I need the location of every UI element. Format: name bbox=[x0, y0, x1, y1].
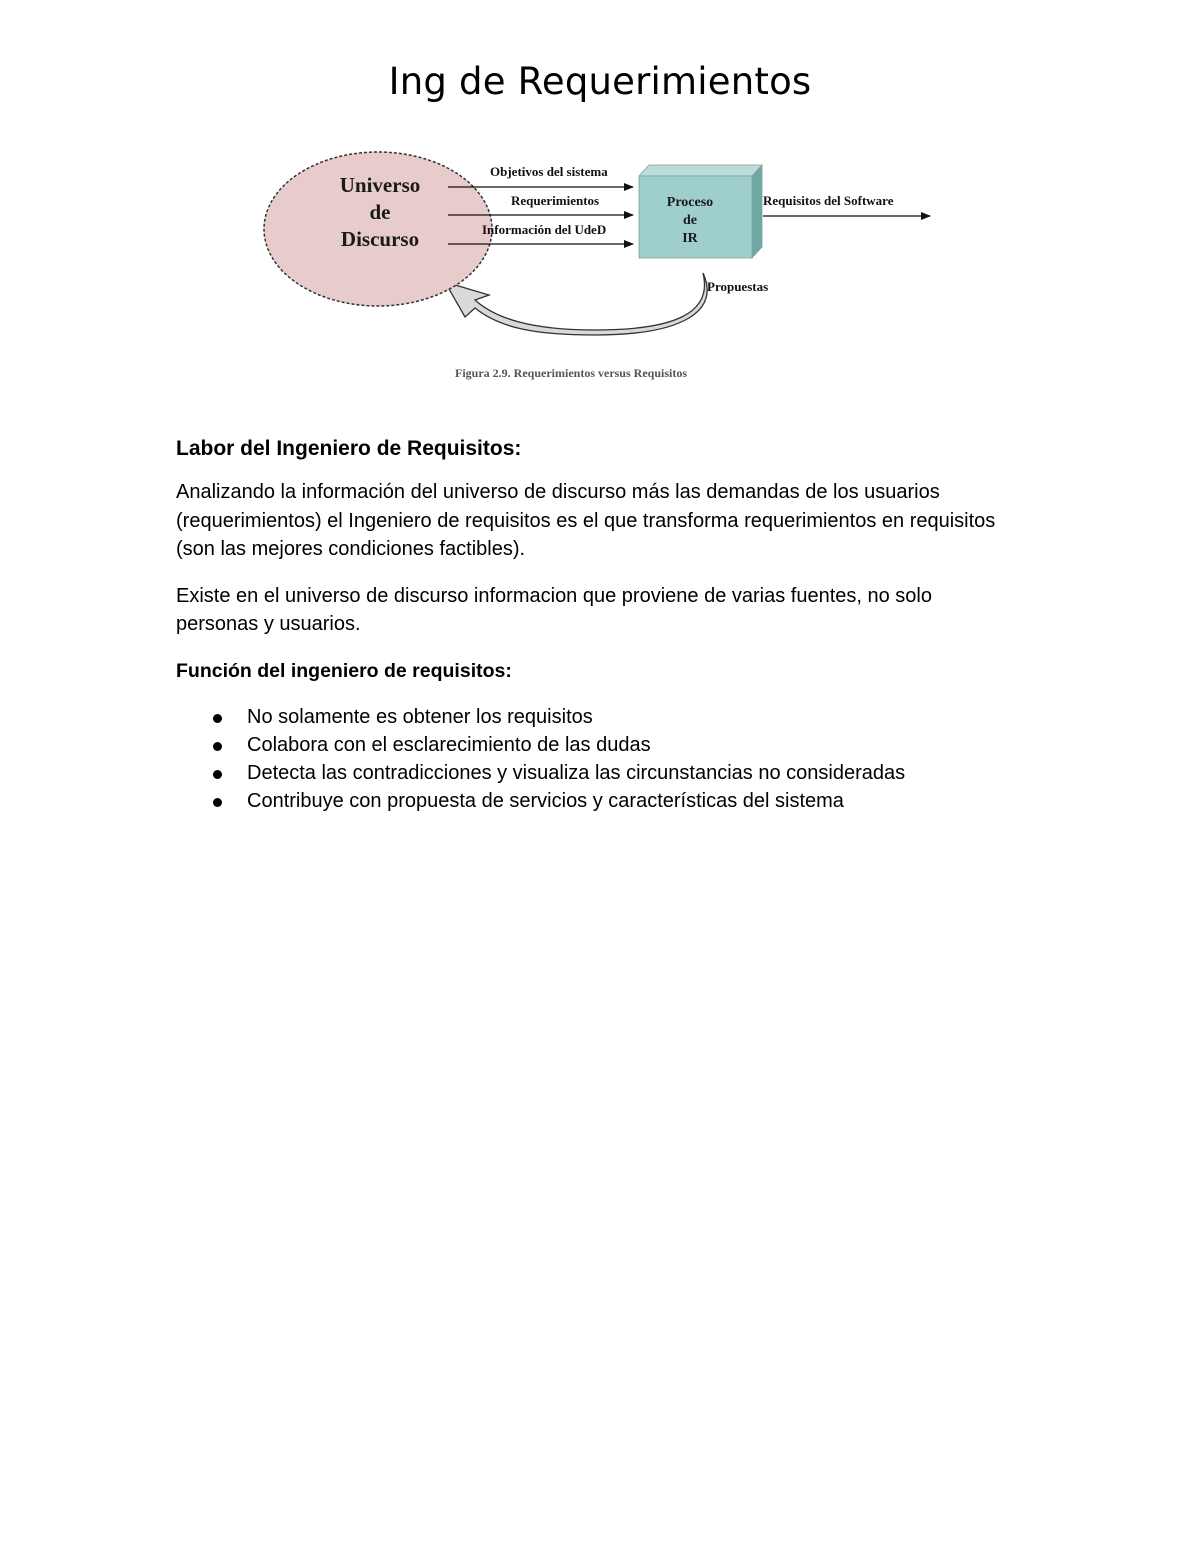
bullet-text: Colabora con el esclarecimiento de las dudas bbox=[247, 733, 651, 756]
subheading: Función del ingeniero de requisitos: bbox=[176, 659, 512, 682]
bullet-text: Contribuye con propuesta de servicios y características del sistema bbox=[247, 789, 844, 812]
feedback-label: Propuestas bbox=[707, 279, 769, 294]
paragraph: Analizando la información del universo de discurso más las demandas de los usuarios (requerimientos) el Ingeniero de requisitos es el que transforma requerimientos en requisitos (son las mejores condiciones factibles). bbox=[176, 481, 996, 560]
figure-caption: Figura 2.9. Requerimientos versus Requisitos bbox=[455, 366, 687, 380]
bullet-item bbox=[176, 759, 1016, 787]
paragraph: Existe en el universo de discurso informacion que proviene de varias fuentes, no solo personas y usuarios. bbox=[176, 584, 932, 635]
bullet-icon bbox=[213, 798, 222, 807]
section-heading: Labor del Ingeniero de Requisitos: bbox=[176, 437, 522, 460]
bullet-list bbox=[176, 703, 1016, 815]
page-title: Ing de Requerimientos bbox=[388, 60, 812, 103]
bullet-item bbox=[176, 703, 1016, 731]
bullet-item bbox=[176, 731, 1016, 759]
process-label bbox=[645, 194, 735, 248]
universe-label-line: de bbox=[369, 200, 391, 224]
bullet-icon bbox=[213, 770, 222, 779]
input-label-objetivos: Objetivos del sistema bbox=[490, 164, 608, 179]
process-label-line: de bbox=[683, 213, 697, 228]
requirements-diagram bbox=[255, 150, 955, 400]
bullet-text: No solamente es obtener los requisitos bbox=[247, 705, 593, 728]
process-label-line: Proceso bbox=[666, 195, 714, 210]
universe-label-line: Discurso bbox=[340, 227, 420, 251]
process-cube-top bbox=[639, 165, 762, 176]
universe-label-line: Universo bbox=[339, 173, 421, 197]
bullet-icon bbox=[213, 742, 222, 751]
bullet-text: Detecta las contradicciones y visualiza las circunstancias no consideradas bbox=[247, 761, 906, 784]
input-label-informacion: Información del UdeD bbox=[482, 222, 607, 237]
bullet-item bbox=[176, 787, 1016, 815]
input-label-requerimientos: Requerimientos bbox=[511, 193, 600, 208]
output-label: Requisitos del Software bbox=[763, 193, 894, 208]
process-cube-side bbox=[752, 165, 762, 258]
bullet-icon bbox=[213, 714, 222, 723]
document-body bbox=[176, 432, 1016, 815]
process-label-line: IR bbox=[682, 231, 698, 246]
universe-label bbox=[320, 172, 440, 253]
feedback-arrow bbox=[445, 273, 707, 335]
